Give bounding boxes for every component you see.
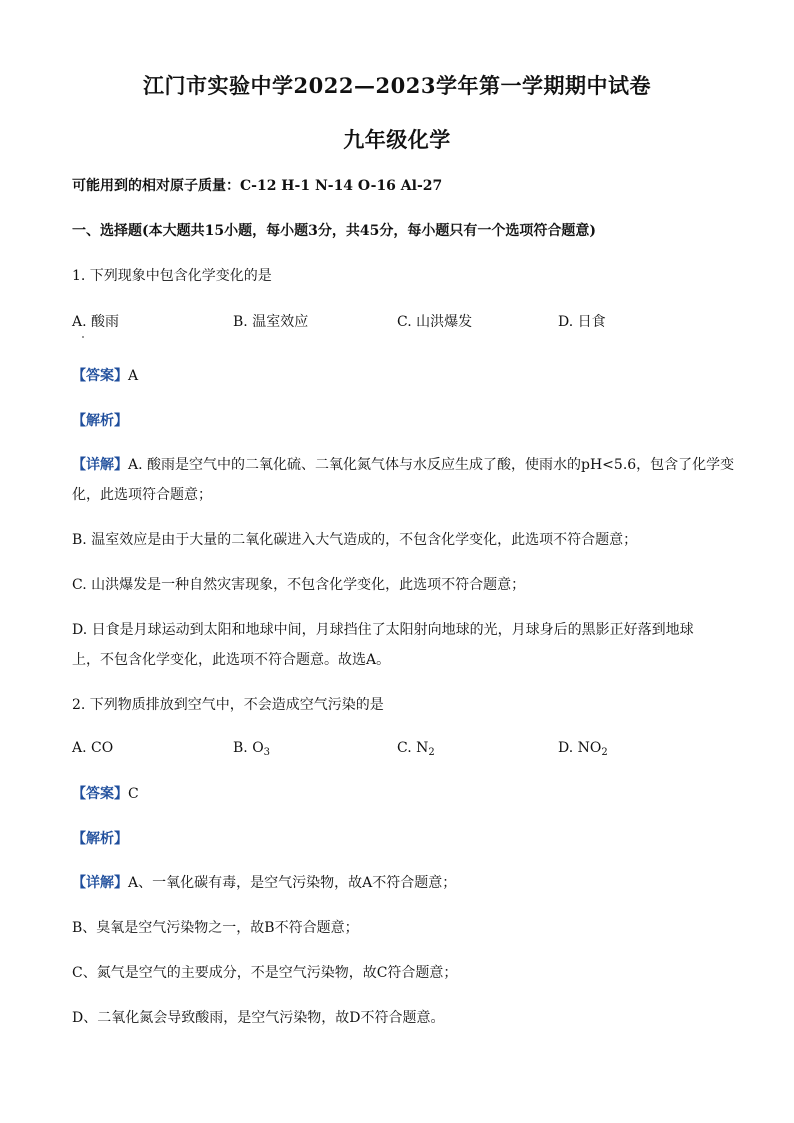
question-1-stem: 1. 下列现象中包含化学变化的是 bbox=[72, 268, 272, 284]
q1-option-a: A. 酸雨 bbox=[72, 314, 120, 330]
answer-value: C bbox=[128, 786, 139, 802]
question-2-stem: 2. 下列物质排放到空气中，不会造成空气污染的是 bbox=[72, 697, 384, 713]
q2-option-b bbox=[233, 740, 270, 756]
exam-title: 江门市实验中学2022—2023学年第一学期期中试卷 bbox=[143, 73, 651, 98]
analysis-tag: 【解析】 bbox=[72, 413, 128, 429]
q2-detail-a bbox=[72, 873, 732, 893]
atomic-masses: 可能用到的相对原子质量：C-12 H-1 N-14 O-16 Al-27 bbox=[72, 178, 443, 194]
q2-option-a bbox=[72, 740, 113, 756]
option-text: B. O bbox=[233, 740, 264, 756]
detail-text: A、一氧化碳有毒，是空气污染物，故A不符合题意； bbox=[128, 875, 457, 891]
q2-detail-c: C、氮气是空气的主要成分，不是空气污染物，故C符合题意； bbox=[72, 965, 458, 981]
q1-detail-a-line2: 化，此选项符合题意； bbox=[72, 487, 212, 503]
option-text: A. CO bbox=[72, 740, 114, 756]
subscript: 3 bbox=[263, 747, 271, 758]
subscript: 2 bbox=[428, 747, 435, 758]
stray-dot bbox=[82, 336, 84, 338]
q1-option-b: B. 温室效应 bbox=[233, 314, 309, 330]
q1-detail-b: B. 温室效应是由于大量的二氧化碳进入大气造成的，不包含化学变化，此选项不符合题意； bbox=[72, 532, 638, 548]
detail-tag: 【详解】 bbox=[72, 875, 128, 891]
section-heading: 一、选择题(本大题共15小题，每小题3分，共45分，每小题只有一个选项符合题意) bbox=[72, 223, 596, 239]
answer-value: A bbox=[128, 368, 139, 384]
q1-detail-a-line1 bbox=[72, 455, 735, 475]
q1-detail-c: C. 山洪爆发是一种自然灾害现象，不包含化学变化，此选项不符合题意； bbox=[72, 577, 526, 593]
q1-analysis bbox=[72, 411, 732, 431]
exam-subtitle: 九年级化学 bbox=[343, 127, 451, 152]
q1-detail-d-line2: 上，不包含化学变化，此选项不符合题意。故选A。 bbox=[72, 652, 391, 668]
q2-option-d bbox=[558, 740, 608, 756]
detail-text: A. 酸雨是空气中的二氧化硫、二氧化氮气体与水反应生成了酸，使雨水的pH<5.6，包含了化学变 bbox=[128, 457, 735, 473]
q2-answer bbox=[72, 784, 732, 804]
q2-option-c bbox=[397, 740, 435, 756]
answer-tag: 【答案】 bbox=[72, 368, 128, 384]
q2-analysis bbox=[72, 829, 732, 849]
q1-option-d: D. 日食 bbox=[558, 314, 606, 330]
analysis-tag: 【解析】 bbox=[72, 831, 128, 847]
q1-detail-d-line1: D. 日食是月球运动到太阳和地球中间，月球挡住了太阳射向地球的光，月球身后的黑影正好落到地球 bbox=[72, 622, 694, 638]
q1-option-c: C. 山洪爆发 bbox=[397, 314, 473, 330]
subscript: 2 bbox=[601, 747, 608, 758]
detail-tag: 【详解】 bbox=[72, 457, 128, 473]
q2-detail-d: D、二氧化氮会导致酸雨，是空气污染物，故D不符合题意。 bbox=[72, 1010, 445, 1026]
answer-tag: 【答案】 bbox=[72, 786, 128, 802]
option-text: D. NO bbox=[558, 740, 602, 756]
option-text: C. N bbox=[397, 740, 429, 756]
q1-answer bbox=[72, 366, 732, 386]
q2-detail-b: B、臭氧是空气污染物之一，故B不符合题意； bbox=[72, 920, 359, 936]
